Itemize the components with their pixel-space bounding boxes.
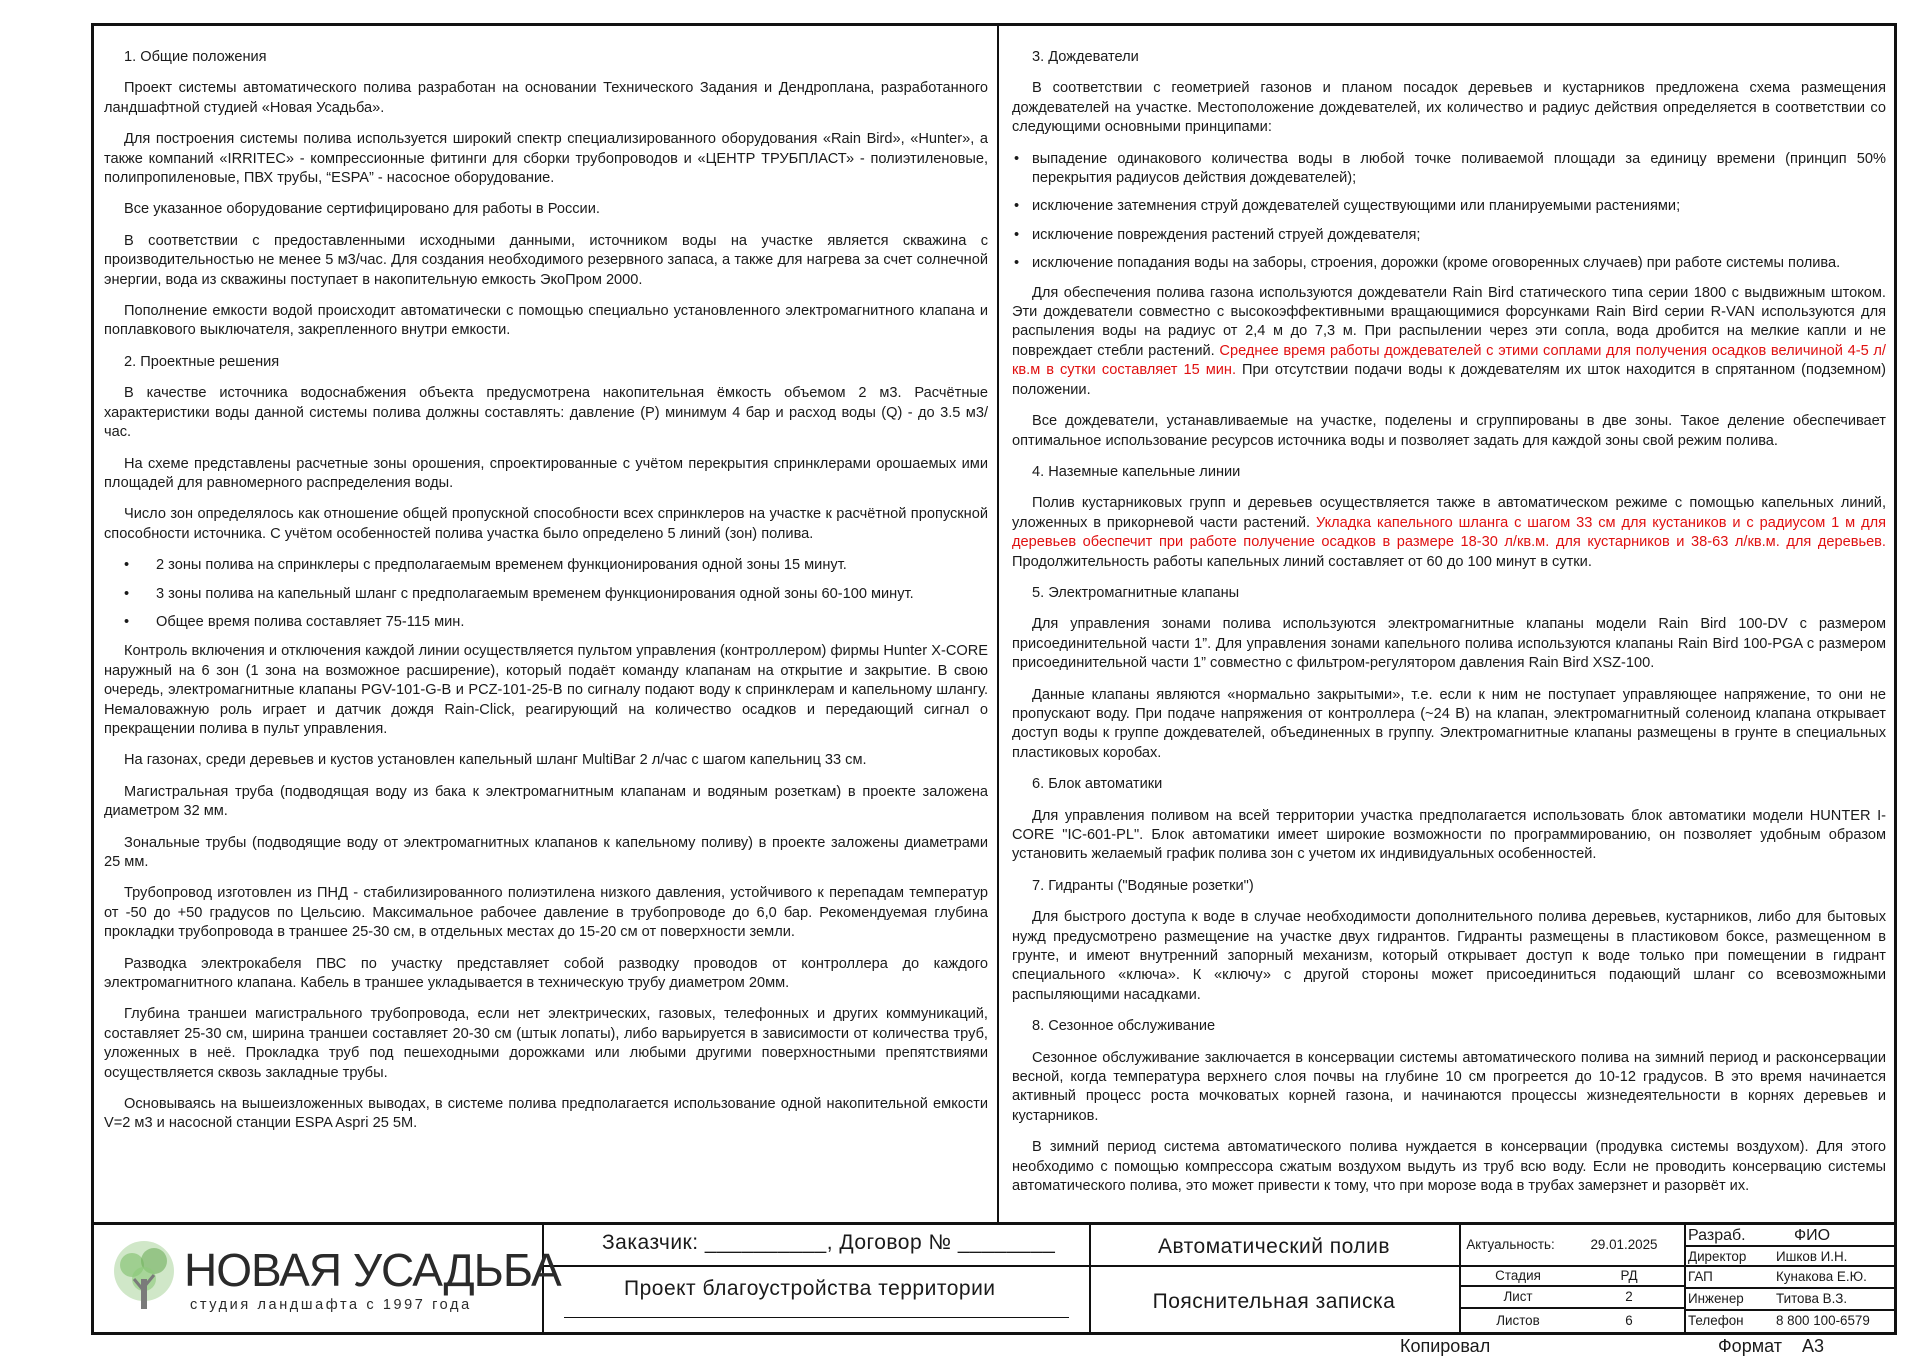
paragraph: Разводка электрокабеля ПВС по участку представляет собой разводку проводов от контроллера до каждого электромагнитного клапана. Кабель в траншее укладывается в техническую трубу диаметром 20мм. — [104, 955, 988, 992]
right-column — [1012, 48, 1886, 1201]
copied-label: Копировал — [1400, 1336, 1491, 1356]
paragraph: Основываясь на вышеизложенных выводах, в системе полива предполагается использование одной накопительной емкости V=2 м3 и насосной станции ESPA Aspri 25 5M. — [104, 1096, 988, 1132]
logo-tagline: студия ландшафта с 1997 года — [190, 1297, 472, 1313]
paragraph: Сезонное обслуживание заключается в консервации системы автоматического полива на зимний период и расконсервации весной, когда температура верхнего слоя почвы на глубине 10 см прогреется до 10-12 градусов. В это время начинается активный процесс роста мочковатых корней газона, и начинаются процессы жизнедеятельности в корнях деревьев и кустарников. — [1012, 1049, 1886, 1124]
role-name: 8 800 100-6579 — [1776, 1313, 1870, 1328]
paragraph: Для управления поливом на всей территории участка предполагается использовать блок автоматики модели HUNTER I-CORE "IC-601-PL". Блок автоматики имеет широкие возможности по программированию, он позволяет удобным образом установить желаемый график полива зон с учетом их индивидуальных особенностей. — [1012, 807, 1886, 863]
tree-logo-icon — [112, 1235, 176, 1315]
list-item: • выпадение одинакового количества воды в любой точке поливаемой площади за единицу времени (принцип 50% перекрытия радиусов действия дождевателей); — [1012, 150, 1886, 189]
format-label: Формат — [1718, 1336, 1782, 1356]
paragraph: Число зон определялось как отношение общей пропускной способности всех спринклеров на участке к расчётной пропускной способности источника. С учётом особенностей полива участка было определено 5 линий (зон) полива. — [104, 506, 988, 542]
paragraph: В качестве источника водоснабжения объекта предусмотрена накопительная ёмкость объемом 2 м3. Расчётные характеристики воды данной системы полива должны составлять: давление (P) минимум 4 бар и расход воды (Q) - до 3.5 м3/час. — [104, 385, 988, 441]
divider — [1684, 1245, 1894, 1247]
paragraph: Магистральная труба (подводящая воду из бака к электромагнитным клапанам и водяным розеткам) в проекте заложена диаметром 32 мм. — [104, 783, 988, 820]
paragraph: Все дождеватели, устанавливаемые на участке, поделены и сгруппированы в две зоны. Такое деление обеспечивает оптимальное использование ресурсов источника воды и позволяет задать для каждой зоны свой режим полива. — [1012, 413, 1886, 449]
section-heading: 8. Сезонное обслуживание — [1032, 1018, 1216, 1035]
list-item: • Общее время полива составляет 75-115 мин. — [104, 613, 988, 632]
paragraph: На газонах, среди деревьев и кустов установлен капельный шланг MultiBar 2 л/час с шагом капельниц 33 см. — [124, 752, 867, 769]
document-subtitle: Пояснительная записка — [1152, 1290, 1396, 1313]
document-title: Автоматический полив — [1157, 1235, 1391, 1258]
highlighted-text: Укладка капельного шланга с шагом 33 см для кустаников и с радиусом 1 м для деревьев обеспечит при работе получение осадков в размере 18-30 л/кв.м. для кустарников и 38-63 л/кв.м. для деревьев. — [1012, 514, 1887, 551]
sheets-value: 6 — [1625, 1313, 1633, 1328]
paragraph-text: Полив кустарниковых групп и деревьев осуществляется также в автоматическом режиме с помощью капельных линий, уложенных в прикорневой части растений. — [1012, 495, 1886, 531]
paragraph: Все указанное оборудование сертифицировано для работы в России. — [124, 201, 600, 218]
list-item: • 3 зоны полива на капельный шланг с предполагаемым временем функционирования одной зоны 60-100 минут. — [104, 585, 988, 604]
divider — [542, 1265, 1089, 1267]
sheet-label: Лист — [1503, 1289, 1533, 1304]
divider — [1459, 1265, 1894, 1267]
divider — [1459, 1285, 1684, 1287]
highlighted-text: Среднее время работы дождевателей с этими соплами для получения осадков величиной 4-5 л/кв.м в сутки составляет 15 мин. — [1012, 342, 1886, 379]
paragraph-text: Для обеспечения полива газона используются дождеватели Rain Bird статического типа серии 1800 с выдвижным штоком. Эти дождеватели совместно с высокоэффективными вращающимися форсунками Rain Bird серии R-VAN используются для распыления воды на радиус от 2,4 м до 7,3 м. При распылении через эти сопла, вода дробится на мелкие капли и не повреждает стебли растений. — [1012, 284, 1886, 359]
actuality-label: Актуальность: — [1466, 1237, 1555, 1252]
list-item: • исключение повреждения растений струей дождевателя; — [1012, 226, 1886, 245]
stage-label: Стадия — [1495, 1268, 1541, 1283]
paragraph: На схеме представлены расчетные зоны орошения, спроектированные с учётом перекрытия спринклерами орошаемых ими площадей для равномерного распределения воды. — [104, 455, 988, 491]
list-item: • 2 зоны полива на спринклеры с предполагаемым временем функционирования одной зоны 15 минут. — [104, 556, 988, 575]
paragraph: Для управления зонами полива используются электромагнитные клапаны модели Rain Bird 100-DV с размером присоединительной части 1”. Для управления зонами капельного полива используются клапаны Rain Bird 100-PGA с размером присоединительной части 1” совместно с фильтром-регулятором давления Rain Bird XSZ-100. — [1012, 616, 1886, 672]
paragraph: В зимний период система автоматического полива нуждается в консервации (продувка системы воздухом). Для этого необходимо с помощью компрессора сжатым воздухом выдуть из труб всю воду. Если не проводить консервацию системы автоматического полива, это может привести к тому, что при морозе вода в трубах замерзнет и разорвёт их. — [1012, 1139, 1886, 1195]
role-label: ГАП — [1688, 1269, 1713, 1284]
role-name: ФИО — [1794, 1227, 1831, 1244]
format-value: А3 — [1802, 1336, 1825, 1356]
bullet-list — [1012, 150, 1886, 274]
role-label: Директор — [1688, 1249, 1747, 1264]
divider — [1684, 1309, 1894, 1311]
role-label: Инженер — [1688, 1291, 1744, 1306]
company-logo — [112, 1235, 561, 1325]
paragraph: Данные клапаны являются «нормально закрытыми», т.е. если к ним не поступает управляющее напряжение, то они не пропускают воду. При подаче напряжения от контроллера (~24 В) на клапан, электромагнитный соленоид клапана открывает доступ воды к группе дождевателей, объединенных в группу. Электромагнитные клапаны размещены в грунте в специальных пластиковых коробах. — [1012, 686, 1886, 761]
paragraph — [1012, 494, 1886, 572]
paragraph: Зональные трубы (подводящие воду от электромагнитных клапанов к капельному поливу) в проекте заложены диаметрами 25 мм. — [104, 834, 988, 870]
section-heading: 3. Дождеватели — [1032, 49, 1139, 65]
role-name: Ишков И.Н. — [1776, 1249, 1848, 1264]
paragraph — [1012, 284, 1886, 400]
list-item: • исключение попадания воды на заборы, строения, дорожки (кроме оговоренных случаев) при работе системы полива. — [1012, 254, 1886, 273]
paragraph: Проект системы автоматического полива разработан на основании Технического Задания и Дендроплана, разработанного ландшафтной студией «Новая Усадьба». — [104, 80, 988, 116]
paragraph: Контроль включения и отключения каждой линии осуществляется пультом управления (контроллером) фирмы Hunter X-CORE наружный на 6 зон (1 зона на возможное расширение), который подаёт команду клапанам на открытие и закрытие. В свою очередь, электромагнитные клапаны PGV-101-G-B и PCZ-101-25-B по сигналу подают воду к спринклерам и капельному шлангу. Немаловажную роль играет и датчик дождя Rain-Click, реагирующий на количество осадков и передающий сигнал о прекращении полива в пульт управления. — [104, 643, 988, 737]
paragraph: Для построения системы полива используется широкий спектр специализированного оборудования «Rain Bird», «Hunter», а также компаний «IRRITEC» - компрессионные фитинги для сборки трубопроводов и «ЦЕНТР ТРУБПЛАСТ» - полиэтиленовые, полипропиленовые, ПВХ трубы, “ESPA” - насосное оборудование. — [104, 131, 988, 187]
sheet-value: 2 — [1625, 1289, 1633, 1304]
divider — [1459, 1307, 1684, 1309]
column-divider — [997, 26, 999, 1222]
underline — [564, 1317, 1069, 1318]
paragraph: Для быстрого доступа к воде в случае необходимости дополнительного полива деревьев, кустарников, либо для бытовых нужд предусмотрено размещение на участке двух гидрантов. Гидранты размещены в пластиковом боксе, размещенном в грунте, и имеют внутренний запорный механизм, который открывает доступ к воде только при помещении в гидрант специального «ключа». К «ключу» с другой стороны может присоединиться подающий шланг со всевозможными распыляющими насадками. — [1012, 909, 1886, 1003]
paragraph: Глубина траншеи магистрального трубопровода, если нет электрических, газовых, телефонных и других коммуникаций, составляет 25-30 см, ширина траншеи составляет 20-30 см (штык лопаты), либо варьируется в зависимости от количества труб, уложенных в неё. Прокладка труб под пешеходными дорожками или любыми другими поверхностными препятствиями осуществляется сквозь закладные трубы. — [104, 1006, 988, 1081]
paragraph: Трубопровод изготовлен из ПНД - стабилизированного полиэтилена низкого давления, устойчивого к перепадам температур от -50 до +50 градусов по Цельсию. Максимальное рабочее давление в трубопроводе до 6,0 бар. Рекомендуемая глубина прокладки трубопровода в траншее 25-30 см, в отдельных местах до 15-20 см от поверхности земли. — [104, 885, 988, 941]
role-name: Титова В.З. — [1776, 1291, 1848, 1306]
drawing-frame — [91, 23, 1897, 1335]
section-heading: 6. Блок автоматики — [1032, 776, 1163, 793]
actuality-value: 29.01.2025 — [1590, 1237, 1658, 1252]
divider — [1684, 1287, 1894, 1289]
stage-value: РД — [1620, 1268, 1638, 1283]
paragraph: Пополнение емкости водой происходит автоматически с помощью специально установленного электромагнитного клапана и поплавкового выключателя, закрепленного внутри емкости. — [104, 303, 988, 339]
left-column — [104, 48, 988, 1146]
paragraph-text: При отсутствии подачи воды к дождевателям их шток находится в спрятанном (подземном) положении. — [1012, 362, 1886, 398]
paragraph: В соответствии с геометрией газонов и планом посадок деревьев и кустарников предложена схема размещения дождевателей на участке. Местоположение дождевателей, их количество и радиус действия определяется в соответствии со следующими основными принципами: — [1012, 80, 1886, 136]
list-item: • исключение затемнения струй дождевателей существующими или планируемыми растениями; — [1012, 197, 1886, 216]
paragraph-text: Продолжительность работы капельных линий составляет от 60 до 100 минут в сутки. — [1012, 553, 1592, 570]
customer-contract-field: Заказчик: __________, Договор № ________ — [602, 1231, 1056, 1254]
project-title: Проект благоустройства территории — [624, 1277, 996, 1300]
divider — [1089, 1265, 1459, 1267]
divider — [1684, 1225, 1686, 1335]
role-name: Кунакова Е.Ю. — [1776, 1269, 1867, 1284]
section-heading: 2. Проектные решения — [124, 353, 280, 370]
bullet-list — [104, 556, 988, 632]
section-heading: 5. Электромагнитные клапаны — [1032, 584, 1240, 601]
paragraph: В соответствии с предоставленными исходными данными, источником воды на участке является скважина с производительностью не менее 5 м3/час. Для создания необходимого резервного запаса, а также для нагрева за счет солнечной энергии, вода из скважины поступает в накопительную емкость ЭкоПром 2000. — [104, 232, 988, 288]
section-heading: 4. Наземные капельные линии — [1032, 463, 1241, 480]
logo-name: НОВАЯ УСАДЬБА — [184, 1244, 561, 1296]
section-heading: 7. Гидранты ("Водяные розетки") — [1032, 877, 1254, 894]
role-label: Разраб. — [1688, 1227, 1746, 1244]
section-heading: 1. Общие положения — [124, 49, 267, 65]
title-block — [94, 1222, 1894, 1335]
divider — [1459, 1225, 1461, 1335]
role-label: Телефон — [1688, 1313, 1744, 1328]
sheets-label: Листов — [1496, 1313, 1540, 1328]
